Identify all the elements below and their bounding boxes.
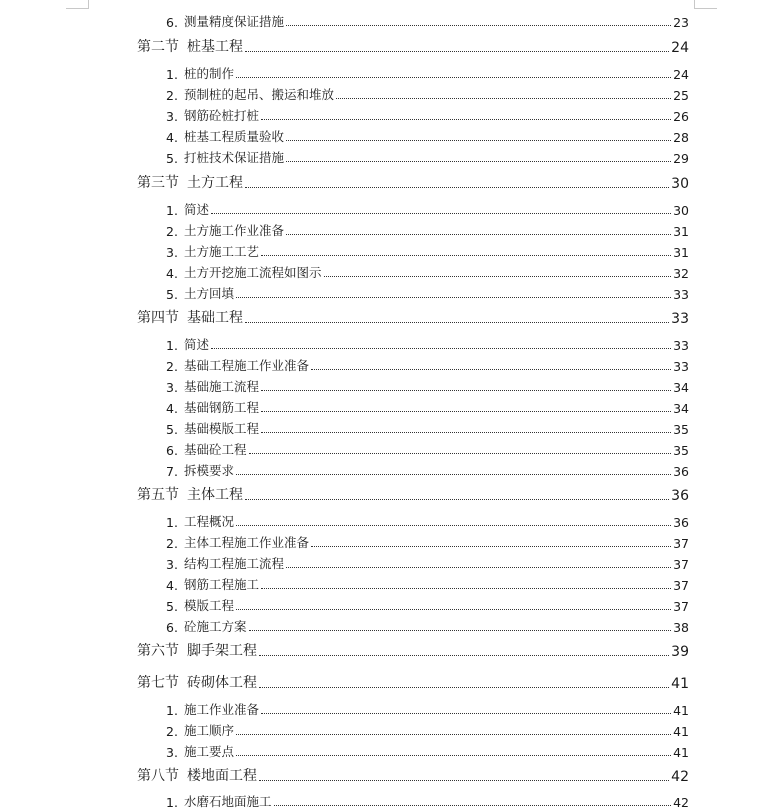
toc-section-entry[interactable] (0, 307, 778, 327)
toc-entry-number: 6. (166, 443, 178, 458)
toc-dot-leader (274, 805, 672, 806)
toc-entry-number: 第三节 (137, 175, 179, 191)
toc-page-number: 37 (673, 599, 689, 614)
toc-entry-title: 简述 (184, 202, 210, 217)
toc-dot-leader (286, 140, 671, 141)
toc-entry-number: 6. (166, 620, 178, 635)
toc-page-number: 34 (673, 401, 689, 416)
toc-entry-number: 3. (166, 557, 178, 572)
toc-dot-leader (245, 187, 669, 188)
toc-entry-title: 砼施工方案 (184, 619, 247, 634)
toc-item-entry[interactable] (0, 83, 778, 103)
toc-entry-number: 3. (166, 109, 178, 124)
toc-item-entry[interactable] (0, 698, 778, 718)
toc-page-number: 41 (671, 676, 689, 692)
toc-dot-leader (236, 77, 671, 78)
toc-entry-number: 1. (166, 795, 178, 810)
toc-entry-number: 5. (166, 151, 178, 166)
toc-page-number: 37 (673, 557, 689, 572)
toc-entry-title: 简述 (184, 337, 210, 352)
toc-entry-title: 砖砌体工程 (187, 675, 257, 691)
toc-page-number: 36 (673, 515, 689, 530)
toc-entry-number: 4. (166, 130, 178, 145)
toc-entry-number: 1. (166, 338, 178, 353)
toc-item-entry[interactable] (0, 417, 778, 437)
toc-dot-leader (211, 213, 671, 214)
toc-item-entry[interactable] (0, 333, 778, 353)
toc-page-number: 37 (673, 578, 689, 593)
toc-page-number: 36 (671, 488, 689, 504)
toc-page-number: 35 (673, 422, 689, 437)
toc-page-number: 26 (673, 109, 689, 124)
toc-entry-title: 土方工程 (187, 175, 243, 191)
toc-item-entry[interactable] (0, 531, 778, 551)
toc-dot-leader (311, 369, 671, 370)
toc-entry-title: 工程概况 (184, 514, 235, 529)
toc-entry-title: 预制桩的起吊、搬运和堆放 (184, 87, 335, 102)
toc-entry-title: 桩的制作 (184, 66, 235, 81)
toc-entry-title: 脚手架工程 (187, 643, 257, 659)
toc-page-number: 30 (671, 176, 689, 192)
toc-item-entry[interactable] (0, 104, 778, 124)
toc-entry-number: 1. (166, 67, 178, 82)
toc-entry-number: 2. (166, 88, 178, 103)
toc-entry-number: 6. (166, 15, 178, 30)
toc-dot-leader (249, 453, 672, 454)
toc-entry-number: 第六节 (137, 643, 179, 659)
toc-item-entry[interactable] (0, 240, 778, 260)
toc-item-entry[interactable] (0, 62, 778, 82)
toc-dot-leader (261, 432, 671, 433)
toc-page-number: 33 (671, 311, 689, 327)
toc-page-number: 33 (673, 359, 689, 374)
toc-dot-leader (211, 348, 671, 349)
toc-entry-title: 桩基工程质量验收 (184, 129, 285, 144)
toc-entry-title: 结构工程施工流程 (184, 556, 285, 571)
toc-item-entry[interactable] (0, 396, 778, 416)
toc-dot-leader (286, 567, 671, 568)
toc-entry-title: 桩基工程 (187, 39, 243, 55)
toc-section-entry[interactable] (0, 484, 778, 504)
toc-entry-number: 4. (166, 266, 178, 281)
toc-dot-leader (261, 713, 671, 714)
toc-entry-number: 第二节 (137, 39, 179, 55)
toc-dot-leader (236, 609, 671, 610)
toc-entry-number: 2. (166, 536, 178, 551)
toc-dot-leader (311, 546, 671, 547)
toc-item-entry[interactable] (0, 146, 778, 166)
toc-dot-leader (259, 780, 669, 781)
toc-item-entry[interactable] (0, 219, 778, 239)
toc-dot-leader (261, 411, 671, 412)
toc-entry-number: 第七节 (137, 675, 179, 691)
page-corner-mark-right (694, 0, 717, 9)
toc-entry-number: 1. (166, 703, 178, 718)
toc-item-entry[interactable] (0, 594, 778, 614)
toc-page-number: 29 (673, 151, 689, 166)
toc-dot-leader (286, 161, 671, 162)
toc-page-number: 33 (673, 287, 689, 302)
toc-section-entry[interactable] (0, 765, 778, 785)
toc-page-number: 32 (673, 266, 689, 281)
toc-item-entry[interactable] (0, 125, 778, 145)
toc-page-number: 39 (671, 644, 689, 660)
toc-page-number: 34 (673, 380, 689, 395)
toc-entry-title: 基础工程施工作业准备 (184, 358, 310, 373)
toc-page-number: 42 (673, 795, 689, 810)
toc-page-number: 35 (673, 443, 689, 458)
toc-entry-title: 打桩技术保证措施 (184, 150, 285, 165)
toc-dot-leader (245, 499, 669, 500)
toc-entry-number: 4. (166, 578, 178, 593)
toc-item-entry[interactable] (0, 719, 778, 739)
toc-entry-title: 主体工程 (187, 487, 243, 503)
toc-entry-title: 施工顺序 (184, 723, 235, 738)
toc-entry-title: 基础模版工程 (184, 421, 260, 436)
toc-entry-title: 钢筋砼桩打桩 (184, 108, 260, 123)
toc-item-entry[interactable] (0, 354, 778, 374)
toc-dot-leader (236, 755, 671, 756)
toc-dot-leader (249, 630, 672, 631)
toc-page-number: 31 (673, 224, 689, 239)
toc-item-entry[interactable] (0, 790, 778, 810)
toc-item-entry[interactable] (0, 552, 778, 572)
toc-page-number: 28 (673, 130, 689, 145)
toc-item-entry[interactable] (0, 615, 778, 635)
toc-entry-title: 基础钢筋工程 (184, 400, 260, 415)
toc-dot-leader (324, 276, 672, 277)
toc-dot-leader (259, 687, 669, 688)
toc-entry-title: 基础工程 (187, 310, 243, 326)
toc-entry-title: 基础砼工程 (184, 442, 247, 457)
toc-entry-title: 基础施工流程 (184, 379, 260, 394)
toc-dot-leader (245, 322, 669, 323)
toc-dot-leader (236, 734, 671, 735)
toc-page-number: 33 (673, 338, 689, 353)
toc-entry-title: 土方施工工艺 (184, 244, 260, 259)
toc-section-entry[interactable] (0, 640, 778, 660)
toc-dot-leader (259, 655, 669, 656)
toc-page-number: 25 (673, 88, 689, 103)
toc-dot-leader (286, 234, 671, 235)
toc-item-entry[interactable] (0, 10, 778, 30)
toc-page-number: 24 (673, 67, 689, 82)
toc-dot-leader (261, 119, 671, 120)
toc-entry-number: 5. (166, 422, 178, 437)
toc-entry-title: 拆模要求 (184, 463, 235, 478)
toc-entry-title: 模版工程 (184, 598, 235, 613)
toc-section-entry[interactable] (0, 672, 778, 692)
toc-entry-number: 3. (166, 245, 178, 260)
toc-page-number: 41 (673, 724, 689, 739)
toc-entry-number: 5. (166, 599, 178, 614)
toc-page-number: 42 (671, 769, 689, 785)
toc-entry-number: 5. (166, 287, 178, 302)
toc-item-entry[interactable] (0, 198, 778, 218)
toc-page-number: 37 (673, 536, 689, 551)
toc-entry-title: 施工要点 (184, 744, 235, 759)
toc-entry-number: 3. (166, 745, 178, 760)
toc-page-number: 36 (673, 464, 689, 479)
toc-dot-leader (286, 25, 671, 26)
toc-dot-leader (261, 255, 671, 256)
toc-dot-leader (236, 525, 671, 526)
toc-dot-leader (261, 390, 671, 391)
page-corner-mark-left (66, 0, 89, 9)
toc-dot-leader (236, 474, 671, 475)
toc-page-number: 38 (673, 620, 689, 635)
toc-entry-number: 2. (166, 224, 178, 239)
toc-entry-title: 土方回填 (184, 286, 235, 301)
toc-item-entry[interactable] (0, 740, 778, 760)
toc-entry-number: 2. (166, 724, 178, 739)
toc-entry-title: 施工作业准备 (184, 702, 260, 717)
toc-section-entry[interactable] (0, 172, 778, 192)
toc-entry-number: 7. (166, 464, 178, 479)
toc-entry-number: 第八节 (137, 768, 179, 784)
toc-entry-title: 测量精度保证措施 (184, 14, 285, 29)
toc-item-entry[interactable] (0, 282, 778, 302)
toc-entry-title: 土方施工作业准备 (184, 223, 285, 238)
toc-item-entry[interactable] (0, 438, 778, 458)
toc-entry-title: 主体工程施工作业准备 (184, 535, 310, 550)
toc-page-number: 31 (673, 245, 689, 260)
toc-entry-number: 3. (166, 380, 178, 395)
toc-entry-title: 水磨石地面施工 (184, 794, 272, 809)
toc-section-entry[interactable] (0, 36, 778, 56)
toc-entry-title: 钢筋工程施工 (184, 577, 260, 592)
toc-entry-number: 第四节 (137, 310, 179, 326)
toc-entry-title: 土方开挖施工流程如图示 (184, 265, 322, 280)
toc-dot-leader (245, 51, 669, 52)
toc-item-entry[interactable] (0, 375, 778, 395)
toc-page-number: 24 (671, 40, 689, 56)
toc-item-entry[interactable] (0, 261, 778, 281)
toc-entry-number: 1. (166, 203, 178, 218)
toc-page-number: 30 (673, 203, 689, 218)
toc-page-number: 23 (673, 15, 689, 30)
toc-page-number: 41 (673, 745, 689, 760)
toc-entry-number: 1. (166, 515, 178, 530)
toc-entry-number: 4. (166, 401, 178, 416)
toc-entry-number: 第五节 (137, 487, 179, 503)
toc-dot-leader (336, 98, 671, 99)
toc-dot-leader (261, 588, 671, 589)
toc-item-entry[interactable] (0, 510, 778, 530)
toc-dot-leader (236, 297, 671, 298)
toc-entry-title: 楼地面工程 (187, 768, 257, 784)
toc-item-entry[interactable] (0, 459, 778, 479)
toc-item-entry[interactable] (0, 573, 778, 593)
toc-page-number: 41 (673, 703, 689, 718)
toc-entry-number: 2. (166, 359, 178, 374)
